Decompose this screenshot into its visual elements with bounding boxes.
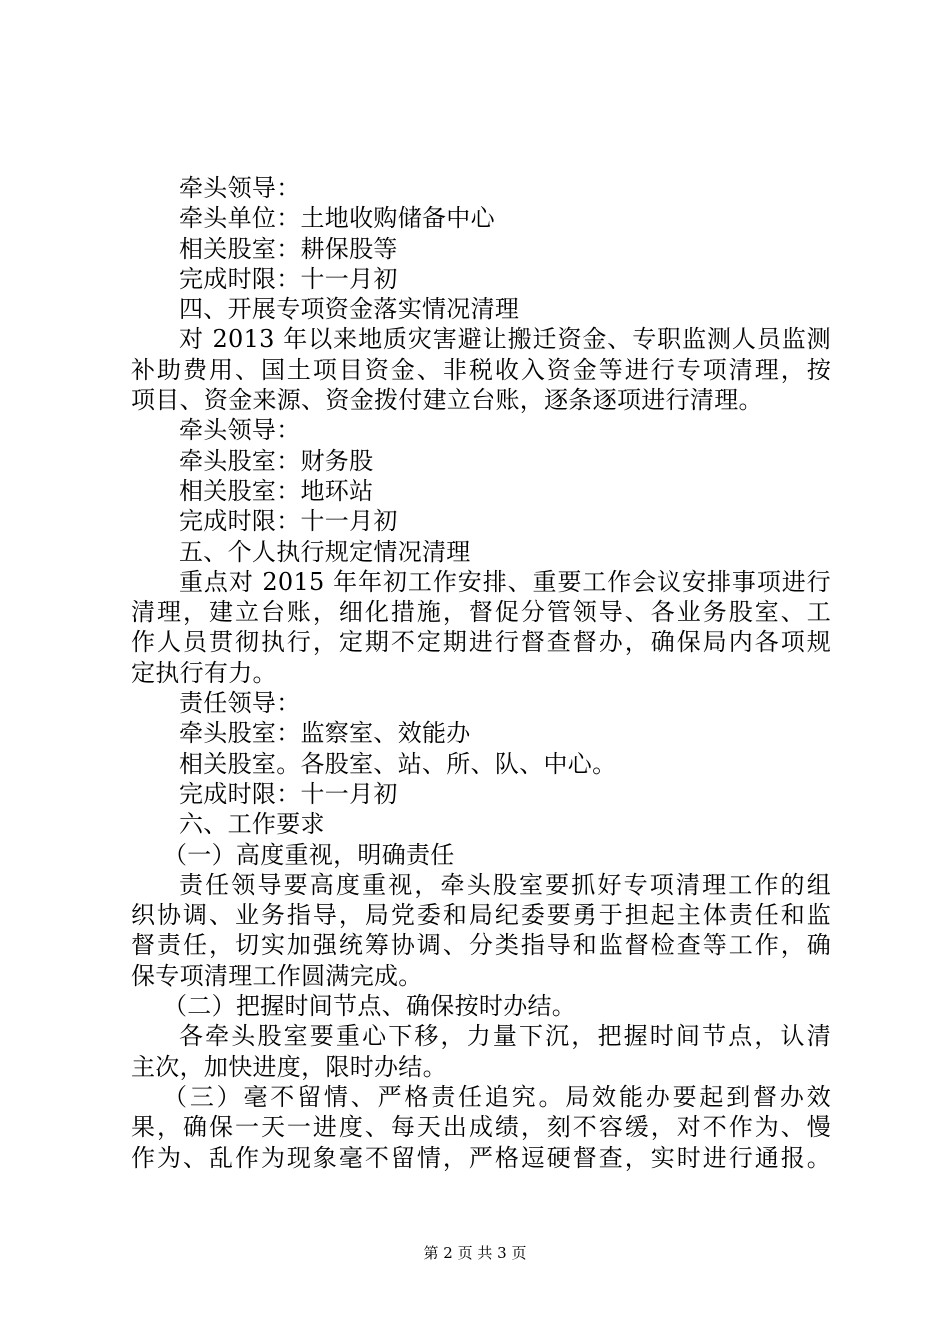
text-line: 牵头领导： [179, 416, 301, 445]
text-line: 完成时限：十一月初 [179, 507, 398, 536]
text-line: 牵头单位：土地收购储备中心 [179, 204, 495, 233]
text-line: 补助费用、国土项目资金、非税收入资金等进行专项清理，按 [131, 355, 831, 384]
text-line: 主次，加快进度，限时办结。 [131, 1052, 447, 1081]
text-line: 各牵头股室要重心下移，力量下沉，把握时间节点，认清 [179, 1022, 831, 1051]
text-line: 四、开展专项资金落实情况清理 [179, 295, 520, 324]
text-line: 督责任，切实加强统筹协调、分类指导和监督检查等工作，确 [131, 931, 831, 960]
text-line: 责任领导： [179, 689, 301, 718]
text-line: 重点对 2015 年年初工作安排、重要工作会议安排事项进行 [179, 567, 831, 596]
text-line: 对 2013 年以来地质灾害避让搬迁资金、专职监测人员监测 [179, 325, 831, 354]
text-line: 清理，建立台账，细化措施，督促分管领导、各业务股室、工 [131, 598, 831, 627]
text-line: 相关股室：地环站 [179, 476, 374, 505]
text-line: 责任领导要高度重视，牵头股室要抓好专项清理工作的组 [179, 870, 831, 899]
document-body [131, 173, 831, 1173]
text-line: 作为、乱作为现象毫不留情，严格逗硬督查，实时进行通报。 [131, 1143, 831, 1172]
page-footer: 第 2 页 共 3 页 [423, 1244, 527, 1262]
text-line: 作人员贯彻执行，定期不定期进行督查督办，确保局内各项规 [131, 628, 831, 657]
text-line: （三）毫不留情、严格责任追究。局效能办要起到督办效 [163, 1082, 831, 1111]
text-line: 定执行有力。 [131, 658, 277, 687]
text-line: （一）高度重视，明确责任 [163, 840, 455, 869]
text-line: 完成时限：十一月初 [179, 779, 398, 808]
text-line: 完成时限：十一月初 [179, 264, 398, 293]
text-line: 相关股室：耕保股等 [179, 234, 398, 263]
text-line: 五、个人执行规定情况清理 [179, 537, 471, 566]
text-line: 织协调、业务指导，局党委和局纪委要勇于担起主体责任和监 [131, 901, 831, 930]
text-line: 果，确保一天一进度、每天出成绩，刻不容缓，对不作为、慢 [131, 1113, 831, 1142]
text-line: 项目、资金来源、资金拨付建立台账，逐条逐项进行清理。 [131, 386, 763, 415]
text-line: （二）把握时间节点、确保按时办结。 [163, 992, 577, 1021]
text-line: 牵头股室：财务股 [179, 446, 374, 475]
text-line: 牵头股室：监察室、效能办 [179, 719, 471, 748]
text-line: 六、工作要求 [179, 810, 325, 839]
text-line: 相关股室。各股室、站、所、队、中心。 [179, 749, 617, 778]
text-line: 牵头领导： [179, 174, 301, 202]
text-line: 保专项清理工作圆满完成。 [131, 961, 423, 990]
